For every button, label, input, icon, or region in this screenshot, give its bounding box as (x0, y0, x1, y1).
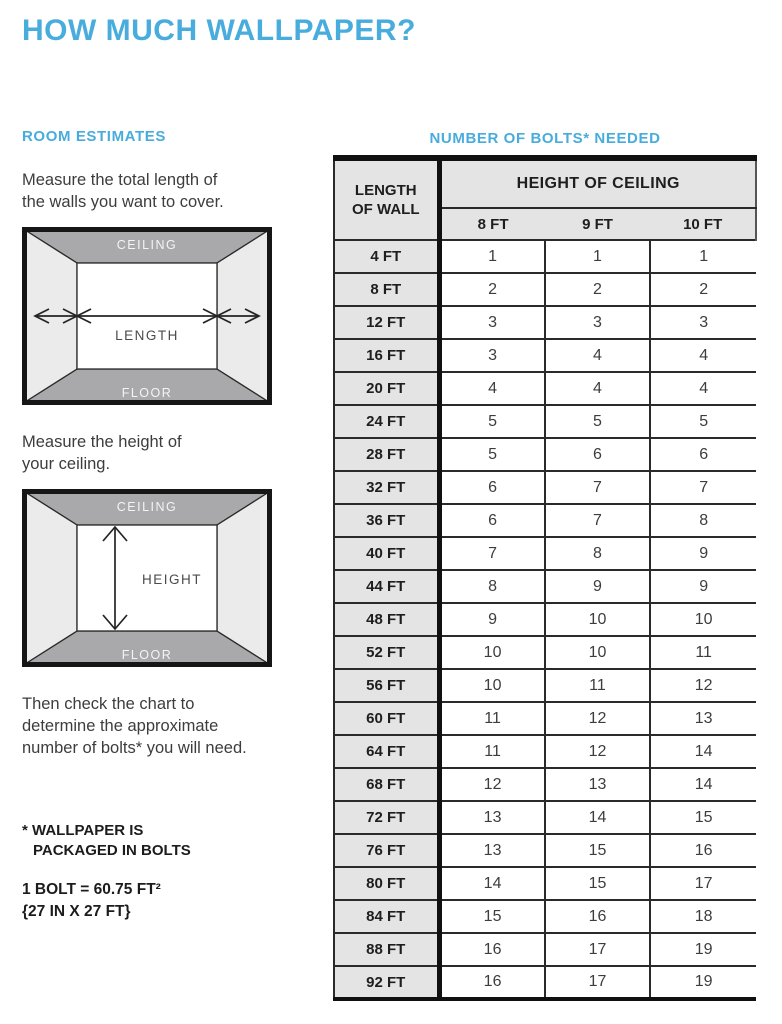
bolt-count-cell: 11 (439, 702, 545, 735)
wall-length-cell: 52 FT (334, 636, 439, 669)
bolt-count-cell: 2 (650, 273, 756, 306)
bolt-count-cell: 11 (439, 735, 545, 768)
bolt-count-cell: 10 (545, 603, 651, 636)
floor-label: FLOOR (121, 648, 173, 662)
bolt-count-cell: 13 (650, 702, 756, 735)
table-row (334, 471, 756, 504)
bolt-count-cell: 4 (650, 372, 756, 405)
bolt-count-cell: 13 (439, 801, 545, 834)
bolt-count-cell: 4 (545, 339, 651, 372)
wall-length-cell: 80 FT (334, 867, 439, 900)
bolt-count-cell: 1 (545, 240, 651, 273)
room-estimates-heading: ROOM ESTIMATES (22, 128, 166, 145)
wall-length-cell: 28 FT (334, 438, 439, 471)
ceiling-9ft-header: 9 FT (545, 208, 651, 240)
wall-length-cell: 76 FT (334, 834, 439, 867)
room-height-diagram-svg (22, 489, 272, 667)
bolt-count-cell: 6 (439, 504, 545, 537)
bolt-count-cell: 15 (650, 801, 756, 834)
bolt-count-cell: 10 (439, 636, 545, 669)
bolt-count-cell: 15 (545, 834, 651, 867)
table-row (334, 405, 756, 438)
step-3-text (22, 693, 322, 759)
bolt-count-cell: 12 (545, 735, 651, 768)
table-row (334, 702, 756, 735)
bolt-count-cell: 11 (545, 669, 651, 702)
table-row (334, 537, 756, 570)
table-row (334, 966, 756, 999)
bolt-count-cell: 16 (439, 966, 545, 999)
table-row (334, 603, 756, 636)
bolt-count-cell: 3 (545, 306, 651, 339)
bolt-count-cell: 9 (650, 570, 756, 603)
bolt-count-cell: 8 (439, 570, 545, 603)
bolt-count-cell: 5 (439, 438, 545, 471)
wall-length-cell: 16 FT (334, 339, 439, 372)
table-row (334, 339, 756, 372)
bolt-count-cell: 10 (545, 636, 651, 669)
wall-length-cell: 56 FT (334, 669, 439, 702)
ceiling-label: CEILING (116, 500, 178, 514)
ceiling-label: CEILING (116, 238, 178, 252)
bolt-count-cell: 1 (650, 240, 756, 273)
floor-label: FLOOR (121, 386, 173, 400)
bolt-count-cell: 14 (439, 867, 545, 900)
table-row (334, 438, 756, 471)
bolt-count-cell: 4 (439, 372, 545, 405)
bolt-count-cell: 7 (650, 471, 756, 504)
height-label: HEIGHT (141, 572, 203, 587)
room-height-diagram (22, 489, 272, 667)
table-row (334, 306, 756, 339)
bolt-count-cell: 16 (650, 834, 756, 867)
table-row (334, 669, 756, 702)
bolt-size-note (22, 879, 322, 923)
bolts-table (333, 155, 757, 1001)
step-2-line-2: your ceiling. (22, 455, 111, 473)
bolt-count-cell: 6 (439, 471, 545, 504)
bolt-count-cell: 14 (650, 735, 756, 768)
length-label: LENGTH (115, 328, 179, 343)
wall-length-cell: 72 FT (334, 801, 439, 834)
bolt-count-cell: 8 (650, 504, 756, 537)
bolt-count-cell: 17 (650, 867, 756, 900)
length-of-wall-line-2: OF WALL (352, 201, 420, 218)
wall-length-cell: 92 FT (334, 966, 439, 999)
wall-length-cell: 48 FT (334, 603, 439, 636)
table-row (334, 834, 756, 867)
bolt-count-cell: 19 (650, 933, 756, 966)
bolt-size-line-1: 1 BOLT = 60.75 FT² (22, 881, 161, 898)
wall-length-cell: 68 FT (334, 768, 439, 801)
footnote-line-2: PACKAGED IN BOLTS (33, 842, 191, 859)
table-row (334, 240, 756, 273)
bolt-count-cell: 6 (545, 438, 651, 471)
table-row (334, 273, 756, 306)
height-of-ceiling-header: HEIGHT OF CEILING (439, 158, 756, 208)
wall-length-cell: 88 FT (334, 933, 439, 966)
wall-length-cell: 40 FT (334, 537, 439, 570)
wall-length-cell: 44 FT (334, 570, 439, 603)
bolt-count-cell: 11 (650, 636, 756, 669)
wall-length-cell: 8 FT (334, 273, 439, 306)
wall-length-cell: 24 FT (334, 405, 439, 438)
bolt-count-cell: 6 (650, 438, 756, 471)
bolt-count-cell: 5 (439, 405, 545, 438)
bolt-count-cell: 14 (545, 801, 651, 834)
step-2-text (22, 431, 322, 475)
step-1-line-2: the walls you want to cover. (22, 193, 224, 211)
table-row (334, 801, 756, 834)
table-row (334, 933, 756, 966)
bolt-count-cell: 9 (545, 570, 651, 603)
table-row (334, 867, 756, 900)
bolt-count-cell: 12 (545, 702, 651, 735)
bolt-size-line-2: {27 IN X 27 FT} (22, 903, 131, 920)
bolt-count-cell: 15 (439, 900, 545, 933)
bolt-count-cell: 7 (545, 471, 651, 504)
bolt-count-cell: 4 (545, 372, 651, 405)
bolt-count-cell: 2 (545, 273, 651, 306)
bolt-count-cell: 3 (439, 339, 545, 372)
wall-length-cell: 84 FT (334, 900, 439, 933)
bolt-count-cell: 5 (545, 405, 651, 438)
wall-length-cell: 32 FT (334, 471, 439, 504)
table-row (334, 735, 756, 768)
page-title: HOW MUCH WALLPAPER? (22, 14, 416, 47)
wall-length-cell: 12 FT (334, 306, 439, 339)
bolt-count-cell: 16 (545, 900, 651, 933)
bolt-count-cell: 17 (545, 966, 651, 999)
bolt-count-cell: 3 (650, 306, 756, 339)
ceiling-10ft-header: 10 FT (650, 208, 756, 240)
wall-length-cell: 36 FT (334, 504, 439, 537)
length-of-wall-header (334, 158, 439, 240)
step-2-line-1: Measure the height of (22, 433, 182, 451)
step-3-line-1: Then check the chart to (22, 695, 195, 713)
bolt-count-cell: 3 (439, 306, 545, 339)
step-1-text (22, 169, 322, 213)
bolt-count-cell: 16 (439, 933, 545, 966)
table-row (334, 768, 756, 801)
table-row (334, 504, 756, 537)
table-header-row-1 (334, 158, 756, 208)
bolt-count-cell: 7 (545, 504, 651, 537)
wallpaper-footnote (22, 821, 322, 861)
room-length-diagram (22, 227, 272, 405)
table-row (334, 636, 756, 669)
bolt-count-cell: 13 (545, 768, 651, 801)
bolt-count-cell: 4 (650, 339, 756, 372)
bolt-count-cell: 17 (545, 933, 651, 966)
room-length-diagram-svg (22, 227, 272, 405)
bolt-count-cell: 15 (545, 867, 651, 900)
table-row (334, 570, 756, 603)
table-row (334, 900, 756, 933)
bolts-table-heading: NUMBER OF BOLTS* NEEDED (429, 130, 661, 147)
wall-length-cell: 64 FT (334, 735, 439, 768)
footnote-line-1: * WALLPAPER IS (22, 822, 144, 839)
bolt-count-cell: 2 (439, 273, 545, 306)
bolt-count-cell: 7 (439, 537, 545, 570)
room-estimates-section (22, 128, 322, 923)
bolt-count-cell: 18 (650, 900, 756, 933)
wall-length-cell: 60 FT (334, 702, 439, 735)
ceiling-8ft-header: 8 FT (439, 208, 545, 240)
bolt-count-cell: 14 (650, 768, 756, 801)
bolt-count-cell: 12 (439, 768, 545, 801)
bolt-count-cell: 12 (650, 669, 756, 702)
bolt-count-cell: 10 (439, 669, 545, 702)
bolt-count-cell: 19 (650, 966, 756, 999)
step-3-line-3: number of bolts* you will need. (22, 739, 247, 757)
wall-length-cell: 20 FT (334, 372, 439, 405)
bolt-count-cell: 13 (439, 834, 545, 867)
bolt-count-cell: 9 (439, 603, 545, 636)
wall-length-cell: 4 FT (334, 240, 439, 273)
step-1-line-1: Measure the total length of (22, 171, 218, 189)
bolt-count-cell: 5 (650, 405, 756, 438)
bolt-count-cell: 10 (650, 603, 756, 636)
bolt-count-cell: 8 (545, 537, 651, 570)
bolt-count-cell: 9 (650, 537, 756, 570)
length-of-wall-line-1: LENGTH (354, 182, 417, 199)
bolts-table-body (334, 240, 756, 999)
step-3-line-2: determine the approximate (22, 717, 219, 735)
bolt-count-cell: 1 (439, 240, 545, 273)
table-row (334, 372, 756, 405)
